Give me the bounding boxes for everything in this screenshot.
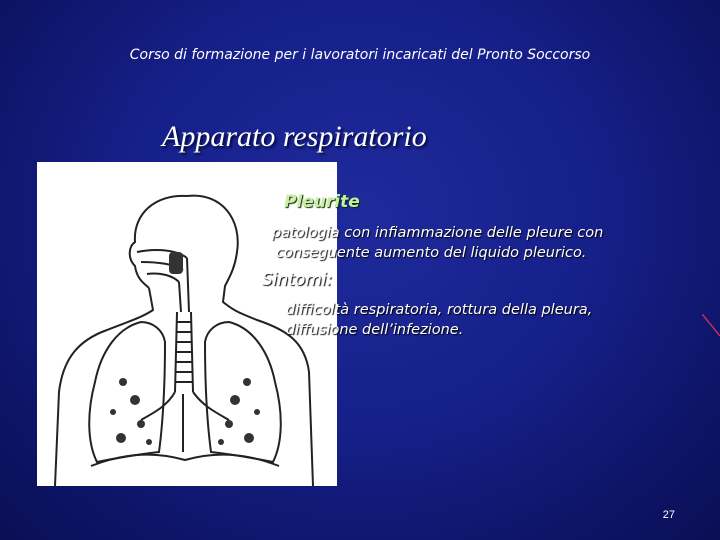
slide-subtitle: Pleurite (284, 192, 360, 212)
page-number: 27 (662, 509, 675, 521)
symptoms-line-2: diffusione dell’infezione. (286, 322, 464, 338)
slide-title: Apparato respiratorio (162, 120, 427, 153)
slide-header: Corso di formazione per i lavoratori incaricati del Pronto Soccorso (129, 47, 591, 63)
symptoms-line-1: difficoltà respiratoria, rottura della pleura, (286, 302, 593, 318)
symptoms-label: Sintomi: (262, 270, 333, 290)
definition-line-1: patologia con infiammazione delle pleure con (272, 225, 604, 241)
definition-text (272, 223, 662, 263)
definition-line-2: conseguente aumento del liquido pleurico. (276, 245, 587, 261)
symptoms-text (286, 300, 686, 340)
decorative-line-icon (702, 314, 720, 338)
